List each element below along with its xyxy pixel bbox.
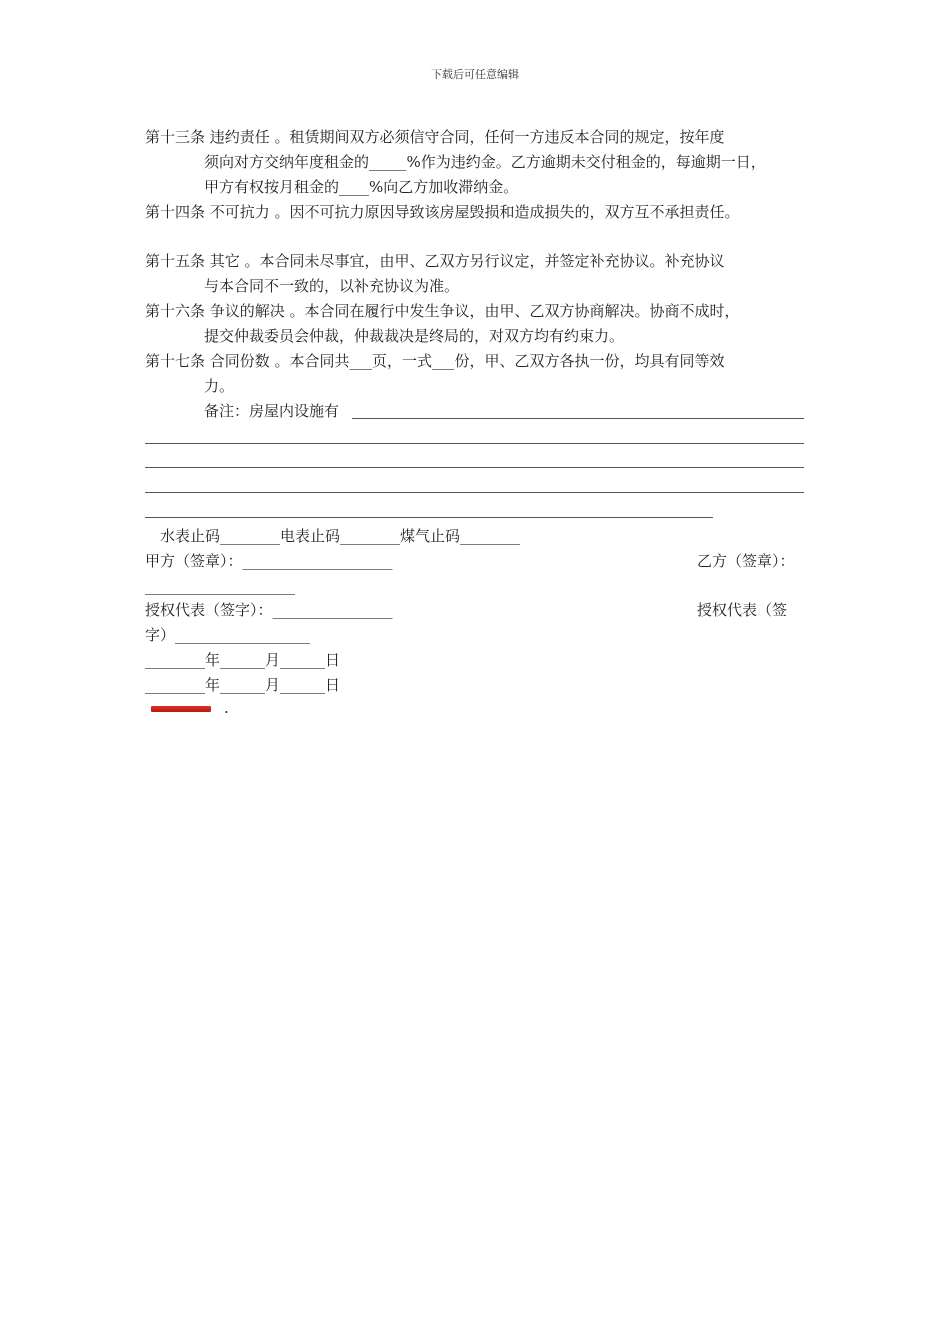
clause-14-line-1: 第十四条 不可抗力 。因不可抗力原因导致该房屋毁损和造成损失的，双方互不承担责任。 [145,203,740,221]
date-line-1: ________年______月______日 [145,651,341,669]
party-b-representative: 授权代表（签 [697,601,788,619]
remarks-rule-1 [352,418,804,419]
party-b-signature-line: ____________________ [145,577,295,595]
party-a-signature: 甲方（签章）：____________________ [145,552,393,570]
clause-17-line-2: 力。 [204,377,235,395]
page-header: 下载后可任意编辑 [431,68,519,81]
meter-readings: 水表止码________电表止码________煤气止码________ [160,527,521,545]
date-line-2: ________年______月______日 [145,676,341,694]
clause-13-line-2: 须向对方交纳年度租金的_____%作为违约金。乙方逾期未交付租金的，每逾期一日， [204,153,766,171]
remarks-rule-3 [145,467,804,468]
remarks-label: 备注：房屋内设施有 [204,402,340,420]
remarks-rule-2 [145,443,804,444]
clause-13-line-1: 第十三条 违约责任 。租赁期间双方必须信守合同，任何一方违反本合同的规定，按年度 [145,128,725,146]
red-stamp-bar [151,706,211,712]
party-a-representative: 授权代表（签字）：________________ [145,601,393,619]
clause-15-line-2: 与本合同不一致的，以补充协议为准。 [204,277,460,295]
clause-15-line-1: 第十五条 其它 。本合同未尽事宜，由甲、乙双方另行议定，并签定补充协议。补充协议 [145,252,725,270]
remarks-rule-4 [145,492,804,493]
party-b-representative-cont: 字）__________________ [145,626,311,644]
clause-17-line-1: 第十七条 合同份数 。本合同共___页，一式___份，甲、乙双方各执一份，均具有同等效 [145,352,725,370]
party-b-signature: 乙方（签章）： [697,552,795,570]
clause-13-line-3: 甲方有权按月租金的____%向乙方加收滞纳金。 [204,178,519,196]
clause-16-line-2: 提交仲裁委员会仲裁，仲裁裁决是终局的，对双方均有约束力。 [204,327,625,345]
remarks-rule-5 [145,517,713,518]
trailing-period: . [224,699,229,717]
clause-16-line-1: 第十六条 争议的解决 。本合同在履行中发生争议，由甲、乙双方协商解决。协商不成时， [145,302,740,320]
